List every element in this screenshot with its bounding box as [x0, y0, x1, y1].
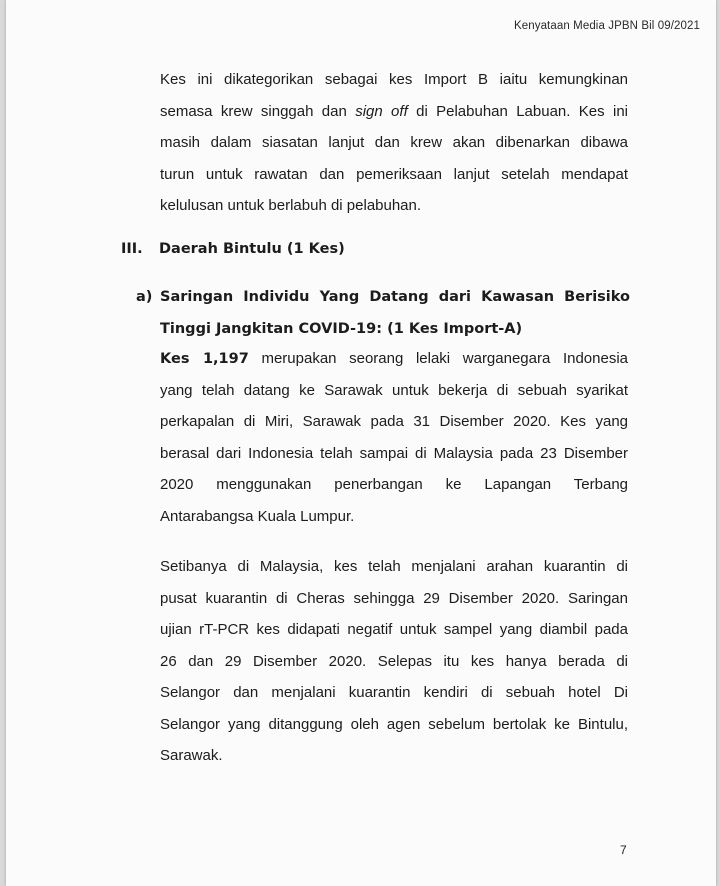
paragraph-line	[160, 96, 628, 128]
paragraph-line: masih dalam siasatan lanjut dan krew akan dibenarkan dibawa	[160, 134, 628, 151]
page-number: 7	[620, 843, 627, 857]
subsection-letter: a)	[136, 289, 153, 305]
subsection-title	[160, 282, 630, 345]
subsection-title-line: Tinggi Jangkitan COVID-19: (1 Kes Import-A)	[160, 320, 523, 337]
paragraph-line: 2020 menggunakan penerbangan ke Lapangan Terbang	[160, 476, 628, 493]
paragraph-line: Sarawak.	[160, 747, 223, 764]
paragraph-line: turun untuk rawatan dan pemeriksaan lanjut setelah mendapat	[160, 165, 628, 183]
paragraph-line: 26 dan 29 Disember 2020. Selepas itu kes hanya berada di	[160, 652, 628, 670]
text-segment: merupakan seorang lelaki warganegara Indonesia	[248, 350, 629, 367]
paragraph-line: berasal dari Indonesia telah sampai di Malaysia pada 23 Disember	[160, 444, 628, 462]
paragraph-quarantine	[160, 551, 628, 772]
paragraph-import-b	[160, 64, 628, 222]
italic-term-sign-off: sign off	[355, 102, 408, 120]
paragraph-line: kelulusan untuk berlabuh di pelabuhan.	[160, 197, 422, 214]
paragraph-line	[160, 343, 628, 375]
text-segment: di Pelabuhan Labuan. Kes ini	[407, 102, 629, 120]
paragraph-line: Antarabangsa Kuala Lumpur.	[160, 507, 355, 525]
paragraph-line: perkapalan di Miri, Sarawak pada 31 Disember 2020. Kes yang	[160, 413, 628, 430]
section-title: Daerah Bintulu (1 Kes)	[159, 241, 345, 257]
document-header: Kenyataan Media JPBN Bil 09/2021	[513, 20, 700, 32]
text-segment: semasa krew singgah dan	[160, 102, 356, 120]
case-number: Kes 1,197	[160, 351, 249, 367]
paragraph-line: Setibanya di Malaysia, kes telah menjalani arahan kuarantin di	[160, 558, 628, 575]
paragraph-line: Kes ini dikategorikan sebagai kes Import B iaitu kemungkinan	[160, 71, 628, 88]
section-number: III.	[121, 241, 143, 257]
paragraph-line: Selangor yang ditanggung oleh agen sebelum bertolak ke Bintulu,	[160, 715, 628, 733]
paragraph-line: yang telah datang ke Sarawak untuk bekerja di sebuah syarikat	[160, 381, 628, 399]
paragraph-line: Selangor dan menjalani kuarantin kendiri di sebuah hotel Di	[160, 684, 628, 701]
paragraph-line: ujian rT-PCR kes didapati negatif untuk sampel yang diambil pada	[160, 621, 628, 638]
paragraph-line: pusat kuarantin di Cheras sehingga 29 Disember 2020. Saringan	[160, 589, 628, 607]
subsection-title-line: Saringan Individu Yang Datang dari Kawasan Berisiko	[160, 289, 630, 305]
paragraph-case-1197	[160, 343, 628, 532]
document-page	[6, 0, 716, 886]
section-heading	[121, 241, 345, 257]
